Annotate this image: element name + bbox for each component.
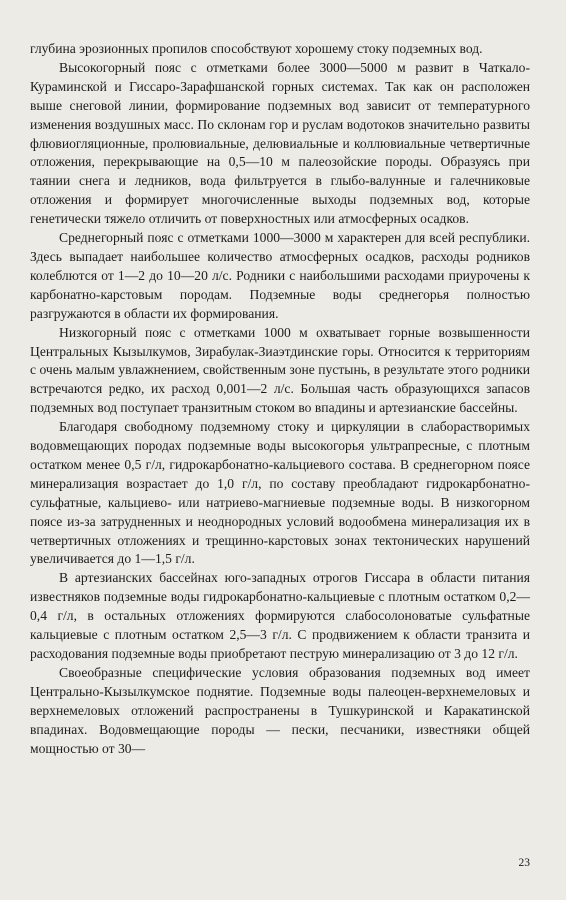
body-text [30, 40, 530, 758]
paragraph: Высокогорный пояс с отметками более 3000—5000 м развит в Чаткало-Кураминской и Гиссаро-Зарафшанской горных системах. Так как он расположен выше снеговой линии, формирование подземных вод зависит от температурного изменения воздушных масс. По склонам гор и руслам водотоков значительно развиты флювиогляционные, пролювиальные, делювиальные и коллювиальные четвертичные отложения, перекрывающие на 0,5—10 м палеозойские породы. Образуясь при таянии снега и ледников, вода фильтруется в глыбо-валунные и галечниковые отложения и формирует многочисленные выходы подземных вод, которые генетически тяжело отличить от поверхностных или атмосферных осадков. [30, 59, 530, 227]
paragraph: В артезианских бассейнах юго-западных отрогов Гиссара в области питания известняков подземные воды гидрокарбонатно-кальциевые с плотным остатком 0,2—0,4 г/л, в остальных отложениях формируются слабосолоноватые сульфатные кальциевые с плотным остатком 2,5—3 г/л. С продвижением к области транзита и расходования подземные воды приобретают пеструю минерализацию от 3 до 12 г/л. [30, 570, 530, 661]
paragraph: Низкогорный пояс с отметками 1000 м охватывает горные возвышенности Центральных Кызылкумов, Зирабулак-Зиаэтдинские горы. Относится к территориям с очень малым увлажнением, свойственным зоне пустынь, в результате этого родники встречаются редко, их расход 0,001—2 л/с. Большая часть образующихся запасов подземных вод поступает транзитным стоком во впадины и артезианские бассейны. [30, 324, 530, 416]
paragraph: Благодаря свободному подземному стоку и циркуляции в слаборастворимых водовмещающих породах подземные воды высокогорья ультрапресные, с плотным остатком менее 0,5 г/л, гидрокарбонатно-кальциевого состава. В среднегорном поясе минерализация возрастает до 1,0 г/л, по составу преобладают гидрокарбонатно-сульфатные, кальциево- или натриево-магниевые подземные воды. В низкогорном поясе из-за затрудненных и неоднородных условий водообмена минерализация их в четвертичных отложениях и трещинно-карстовых зонах тектонических нарушений увеличивается до 1—1,5 г/л. [30, 419, 530, 567]
page-number: 23 [518, 857, 530, 869]
paragraph: Среднегорный пояс с отметками 1000—3000 м характерен для всей республики. Здесь выпадает наибольшее количество атмосферных осадков, расходы родников колеблются от 1—2 до 10—20 л/с. Родники с наибольшими расходами приурочены к карбонатно-карстовым породам. Подземные воды среднегорья полностью разгружаются в области их формирования. [30, 230, 530, 321]
paragraph: Своеобразные специфические условия образования подземных вод имеет Центрально-Кызылкумское поднятие. Подземные воды палеоцен-верхнемеловых и верхнемеловых отложений распространены в Тушкуринской и Каракатинской впадинах. Водовмещающие породы — пески, песчаники, известняки общей мощностью от 30— [30, 664, 530, 756]
paragraph: глубина эрозионных пропилов способствуют хорошему стоку подземных вод. [30, 41, 483, 56]
